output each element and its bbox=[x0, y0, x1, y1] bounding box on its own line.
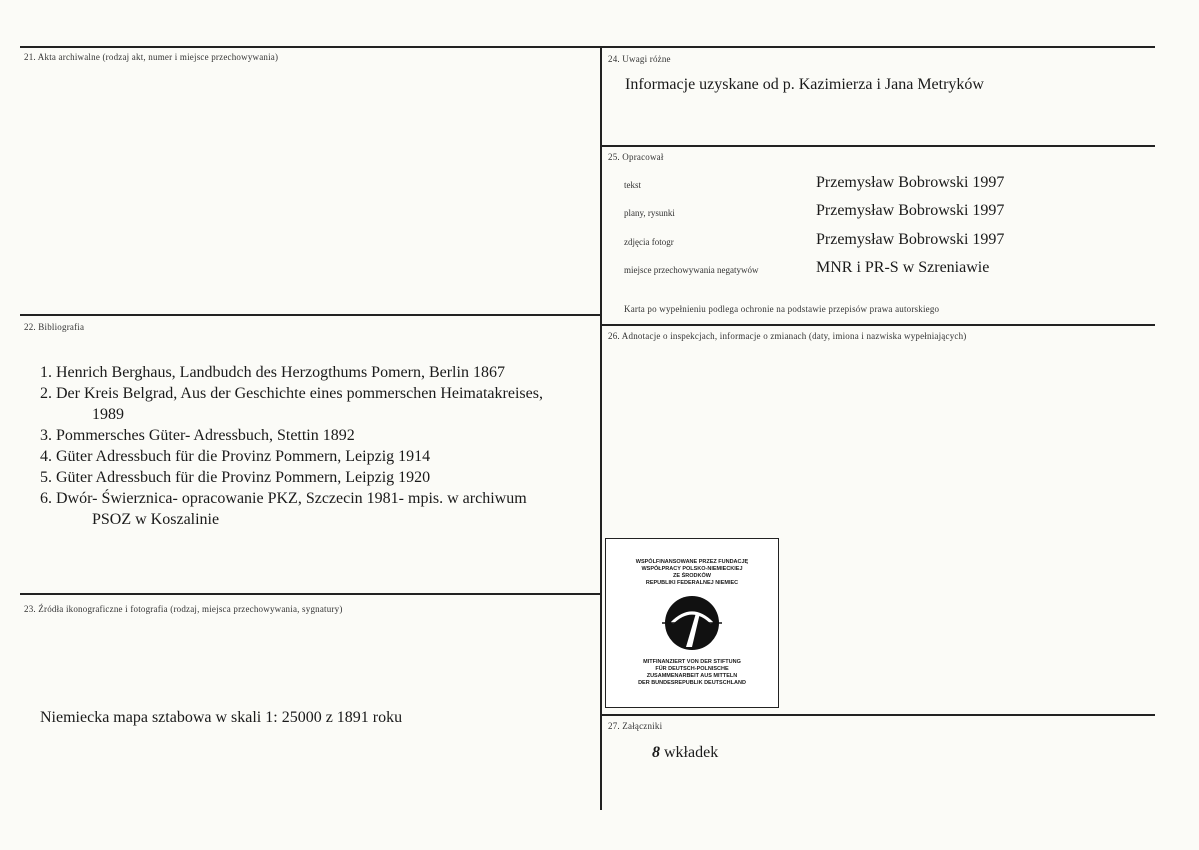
stamp-german-text: MITFINANZIERT VON DER STIFTUNG FÜR DEUTSCH-POLNISCHE ZUSAMMENARBEIT AUS MITTELN DER BUNDESREPUBLIK DEUTSCHLAND bbox=[638, 659, 746, 686]
bridge-road-logo-icon bbox=[662, 593, 722, 653]
bibliography-list bbox=[40, 362, 600, 530]
rule-21-22 bbox=[20, 314, 601, 316]
section-26-label: 26. Adnotacje o inspekcjach, informacje o zmianach (daty, imiona i nazwiska wypełniających) bbox=[608, 331, 967, 341]
section-25-label: 25. Opracował bbox=[608, 152, 664, 162]
rule-26-27 bbox=[601, 714, 1155, 716]
foundation-stamp bbox=[605, 538, 779, 708]
iconography-text: Niemiecka mapa sztabowa w skali 1: 25000 z 1891 roku bbox=[40, 709, 403, 726]
author-row-value: Przemysław Bobrowski 1997 bbox=[816, 174, 1005, 191]
bibliography-item: 5. Güter Adressbuch für die Provinz Pommern, Leipzig 1920 bbox=[40, 469, 431, 486]
author-row-label: plany, rysunki bbox=[624, 208, 675, 218]
bibliography-item: 3. Pommersches Güter- Adressbuch, Stettin 1892 bbox=[40, 427, 355, 444]
section-23-label: 23. Źródła ikonograficzne i fotografia (rodzaj, miejsca przechowywania, sygnatury) bbox=[24, 604, 343, 614]
author-row-label: miejsce przechowywania negatywów bbox=[624, 265, 759, 275]
author-row-value: Przemysław Bobrowski 1997 bbox=[816, 202, 1005, 219]
rule-22-23 bbox=[20, 593, 601, 595]
stamp-polish-text: WSPÓLFINANSOWANE PRZEZ FUNDACJĘ WSPÓŁPRACY POLSKO-NIEMIECKIEJ ZE ŚRODKÓW REPUBLIKI FEDERALNEJ NIEMIEC bbox=[635, 559, 749, 586]
bibliography-item: 6. Dwór- Świerznica- opracowanie PKZ, Szczecin 1981- mpis. w archiwum PSOZ w Koszalinie bbox=[40, 490, 527, 528]
section-27-label: 27. Załączniki bbox=[608, 721, 663, 731]
attachments-text bbox=[652, 744, 718, 762]
remarks-text: Informacje uzyskane od p. Kazimierza i Jana Metryków bbox=[625, 76, 984, 93]
author-row-label: tekst bbox=[624, 180, 641, 190]
author-row-value: Przemysław Bobrowski 1997 bbox=[816, 231, 1005, 248]
attachments-count: 8 bbox=[652, 744, 660, 761]
rule-25-26 bbox=[601, 324, 1155, 326]
author-row-value: MNR i PR-S w Szreniawie bbox=[816, 259, 990, 276]
section-22-label: 22. Bibliografia bbox=[24, 322, 85, 332]
attachments-word: wkładek bbox=[664, 744, 719, 761]
section-24-label: 24. Uwagi różne bbox=[608, 54, 671, 64]
section-21-label: 21. Akta archiwalne (rodzaj akt, numer i miejsce przechowywania) bbox=[24, 52, 279, 62]
top-rule bbox=[20, 46, 1155, 48]
bibliography-item: 1. Henrich Berghaus, Landbudch des Herzogthums Pomern, Berlin 1867 bbox=[40, 364, 505, 381]
author-row-label: zdjęcia fotogr bbox=[624, 237, 674, 247]
bibliography-item: 4. Güter Adressbuch für die Provinz Pommern, Leipzig 1914 bbox=[40, 448, 431, 465]
copyright-note: Karta po wypełnieniu podlega ochronie na podstawie przepisów prawa autorskiego bbox=[624, 304, 940, 314]
bibliography-item: 2. Der Kreis Belgrad, Aus der Geschichte eines pommerschen Heimatakreises, 1989 bbox=[40, 385, 543, 423]
rule-24-25 bbox=[601, 145, 1155, 147]
center-divider bbox=[600, 46, 602, 810]
